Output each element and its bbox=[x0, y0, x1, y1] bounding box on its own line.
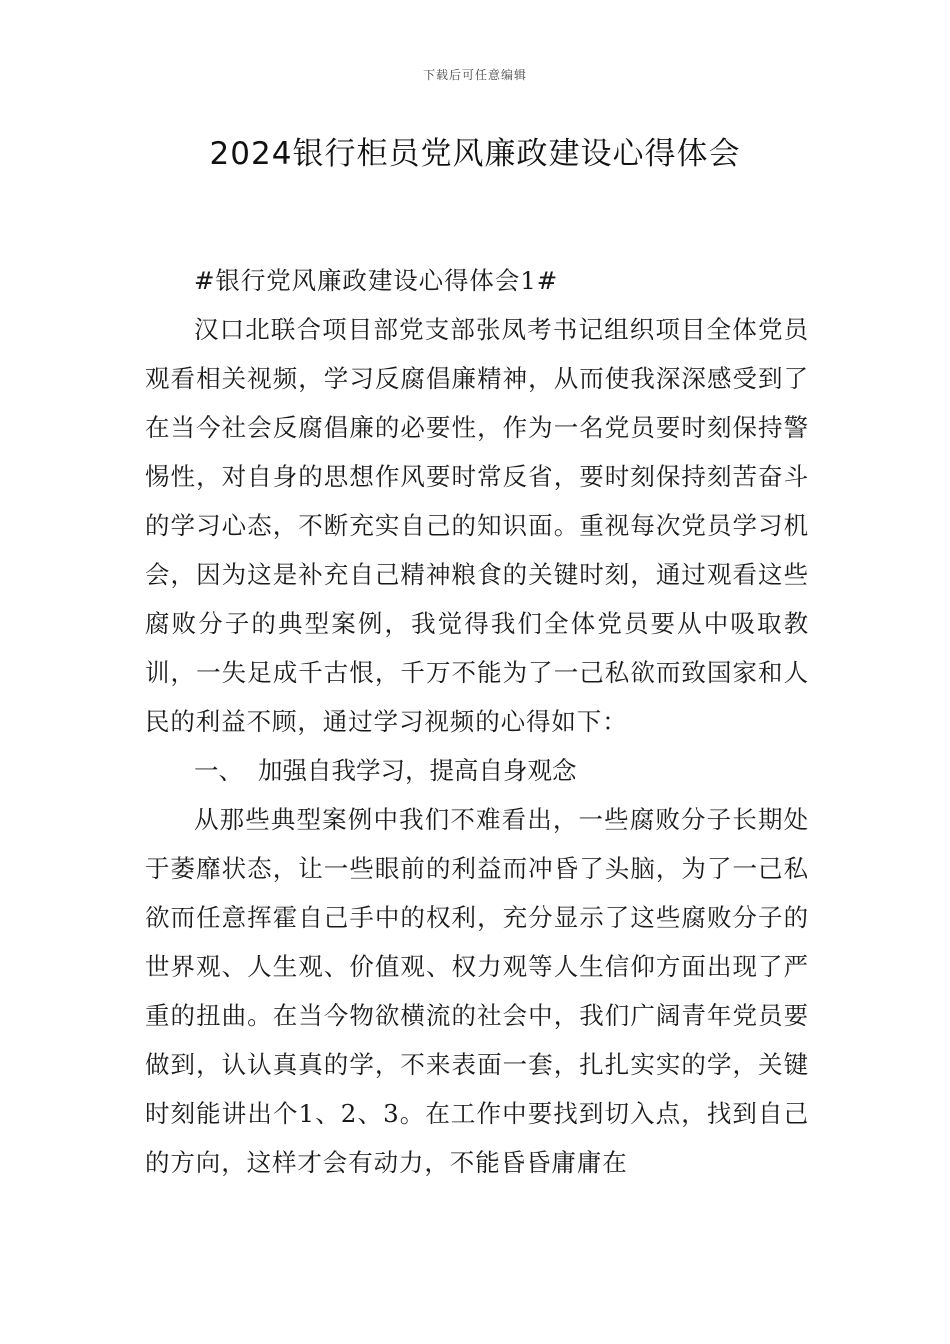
section-heading-1 bbox=[145, 746, 809, 795]
paragraph-2: 从那些典型案例中我们不难看出，一些腐败分子长期处于萎靡状态，让一些眼前的利益而冲昏了头脑，为了一己私欲而任意挥霍自己手中的权利，充分显示了这些腐败分子的世界观、人生观、价值观、权力观等人生信仰方面出现了严重的扭曲。在当今物欲横流的社会中，我们广阔青年党员要做到，认认真真的学，不来表面一套，扎扎实实的学，关键时刻能讲出个1、2、3。在工作中要找到切入点，找到自己的方向，这样才会有动力，不能昏昏庸庸在 bbox=[145, 805, 809, 1177]
section-heading-number: 一、 bbox=[194, 756, 243, 785]
document-body bbox=[145, 256, 809, 1187]
section-tag: #银行党风廉政建设心得体会1# bbox=[194, 266, 559, 295]
section-heading-text: 加强自我学习，提高自身观念 bbox=[258, 756, 577, 785]
page-title: 2024银行柜员党风廉政建设心得体会 bbox=[209, 136, 741, 172]
header-note: 下载后可任意编辑 bbox=[422, 68, 527, 82]
paragraph-1: 汉口北联合项目部党支部张凤考书记组织项目全体党员观看相关视频，学习反腐倡廉精神，从而使我深深感受到了在当今社会反腐倡廉的必要性，作为一名党员要时刻保持警惕性，对自身的思想作风要时常反省，要时刻保持刻苦奋斗的学习心态，不断充实自己的知识面。重视每次党员学习机会，因为这是补充自己精神粮食的关键时刻，通过观看这些腐败分子的典型案例，我觉得我们全体党员要从中吸取教训，一失足成千古恨，千万不能为了一己私欲而致国家和人民的利益不顾，通过学习视频的心得如下： bbox=[145, 315, 809, 736]
